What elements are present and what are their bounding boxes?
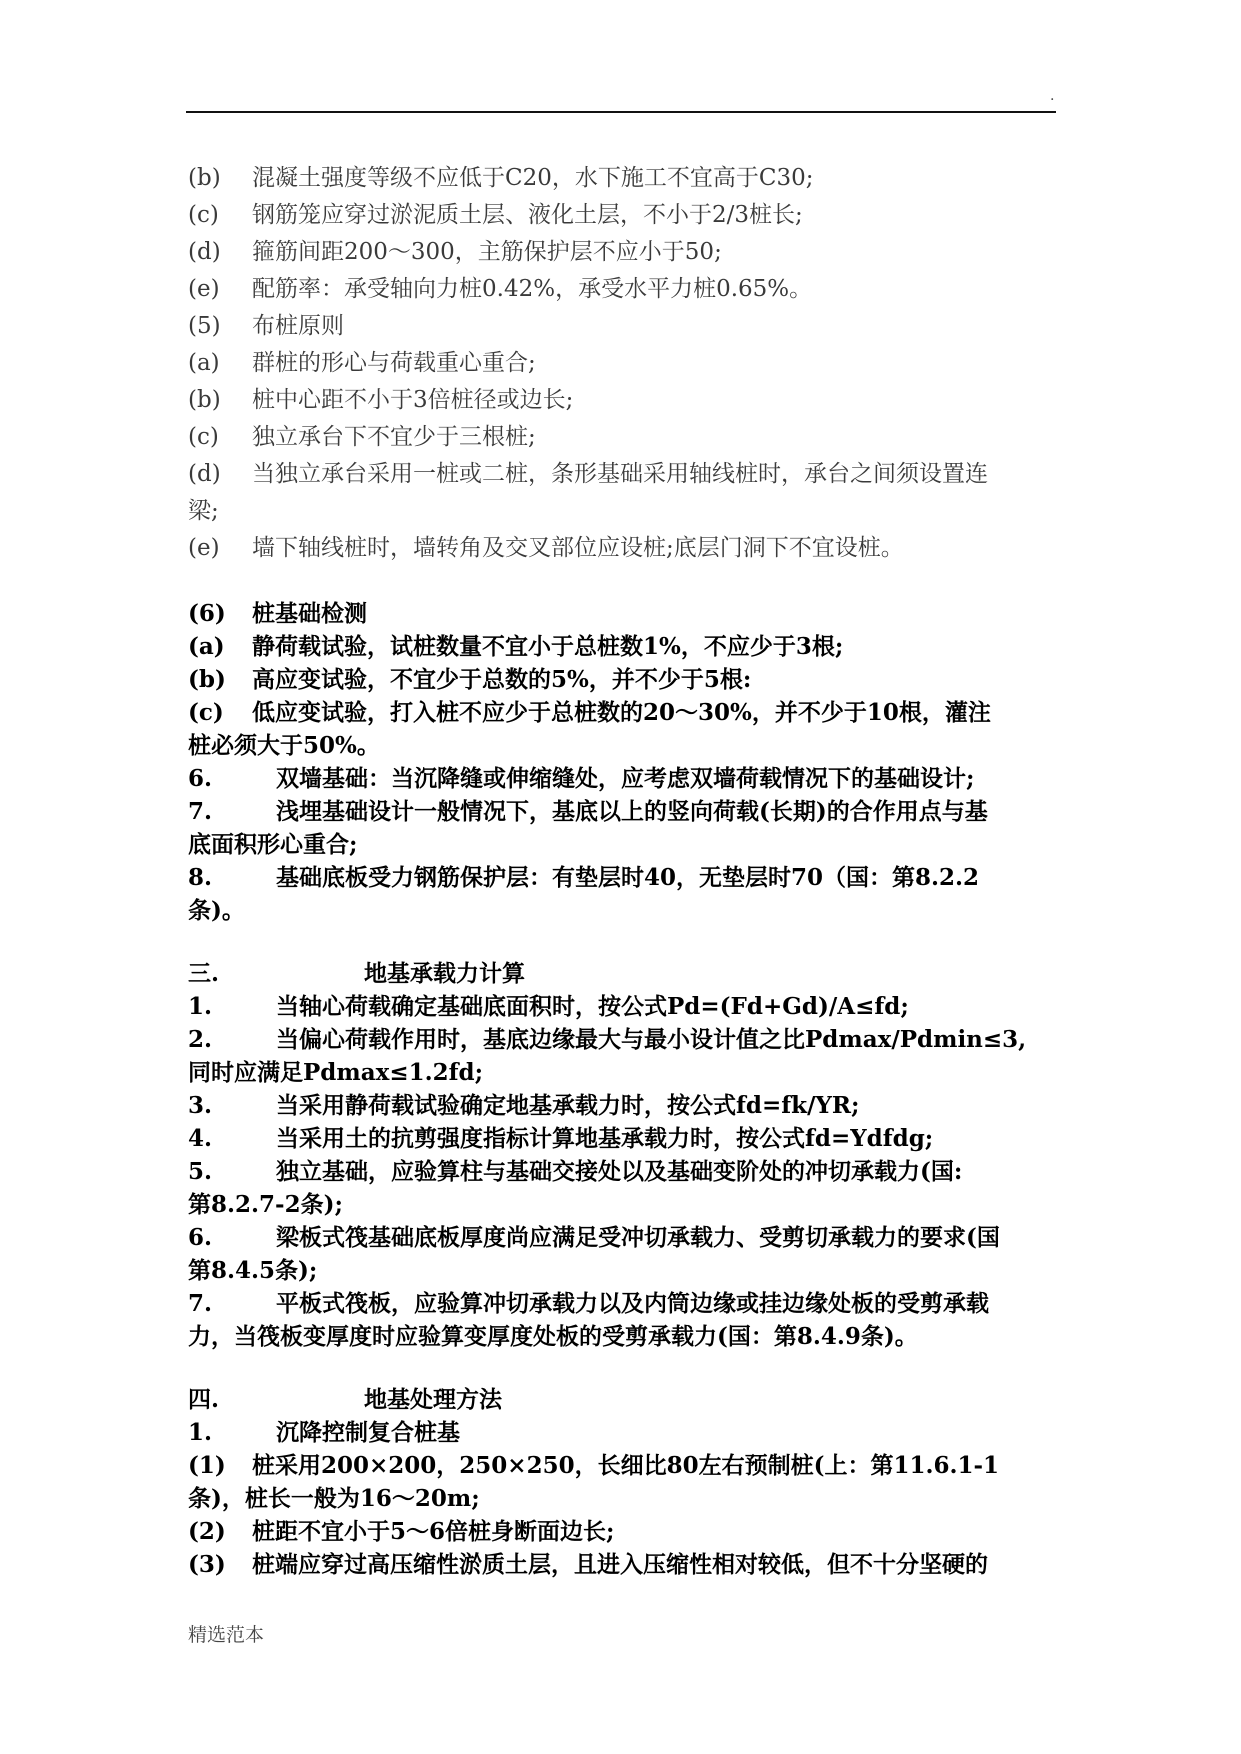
paragraph-line [188,493,1058,530]
item-text: 桩中心距不小于3倍桩径或边长; [252,387,574,413]
item-label: (2) [188,1518,226,1545]
item-text: 第8.4.5条); [188,1257,318,1284]
item-text: 当采用静荷载试验确定地基承载力时，按公式fd=fk/ΥR; [276,1092,860,1119]
item-label: 1. [188,993,213,1020]
item-label: (b) [188,165,221,191]
paragraph-line [188,990,1058,1023]
item-label: (d) [188,239,221,265]
header-rule [186,111,1056,113]
item-text: 静荷载试验，试桩数量不宜小于总桩数1%，不应少于3根; [252,633,844,660]
item-text: 桩距不宜小于5～6倍桩身断面边长; [252,1518,615,1545]
item-label: (d) [188,461,221,487]
item-text: 当偏心荷载作用时，基底边缘最大与最小设计值之比Pdmax/Pdmin≤3, [276,1026,1027,1053]
paragraph-line [188,861,1058,894]
item-text: 地基承载力计算 [364,960,525,987]
item-text: 桩端应穿过高压缩性淤质土层，且进入压缩性相对较低，但不十分坚硬的 [252,1551,988,1578]
item-label: 4. [188,1125,213,1152]
paragraph-line [188,382,1058,419]
item-text: 地基处理方法 [364,1386,502,1413]
item-label: 6. [188,1224,213,1251]
item-label: (5) [188,313,221,339]
paragraph-line [188,795,1058,828]
paragraph-line [188,1482,1058,1515]
paragraph-line [188,1320,1058,1353]
paragraph-line [188,530,1058,567]
item-text: 梁板式筏基础底板厚度尚应满足受冲切承载力、受剪切承载力的要求(国 [276,1224,1000,1251]
item-text: 底面积形心重合; [188,831,358,858]
item-label: 6. [188,765,213,792]
item-label: (e) [188,535,220,561]
item-text: 浅埋基础设计一般情况下，基底以上的竖向荷载(长期)的合作用点与基 [276,798,988,825]
section-spacer [188,567,1058,597]
paragraph-line [188,271,1058,308]
paragraph-line [188,1548,1058,1581]
item-text: 条)，桩长一般为16～20m; [188,1485,480,1512]
item-text: 群桩的形心与荷载重心重合; [252,350,536,376]
item-text: 桩必须大于50%。 [188,732,380,759]
paragraph-line [188,696,1058,729]
item-label: (a) [188,350,220,376]
item-label: 四. [188,1386,220,1413]
item-label: 8. [188,864,213,891]
item-label: (c) [188,699,224,726]
paragraph-line [188,234,1058,271]
item-text: 桩采用200×200，250×250，长细比80左右预制桩(上：第11.6.1-1 [252,1452,1000,1479]
item-text: 第8.2.7-2条); [188,1191,343,1218]
item-text: 配筋率：承受轴向力桩0.42%，承受水平力桩0.65%。 [252,276,813,302]
item-text: 条)。 [188,897,245,924]
item-text: 当独立承台采用一桩或二桩，条形基础采用轴线桩时，承台之间须设置连 [252,461,988,487]
paragraph-line [188,1449,1058,1482]
item-label: (a) [188,633,225,660]
paragraph-line [188,456,1058,493]
item-text: 平板式筏板，应验算冲切承载力以及内筒边缘或挂边缘处板的受剪承载 [276,1290,989,1317]
item-text: 梁; [188,498,219,524]
item-text: 当轴心荷载确定基础底面积时，按公式Pd=(Fd+Gd)/A≤fd; [276,993,909,1020]
item-label: (3) [188,1551,226,1578]
item-label: (c) [188,424,219,450]
paragraph-line [188,630,1058,663]
paragraph-line [188,1056,1058,1089]
item-label: 三. [188,960,220,987]
item-text: 同时应满足Pdmax≤1.2fd; [188,1059,484,1086]
item-text: 独立基础，应验算柱与基础交接处以及基础变阶处的冲切承载力(国: [276,1158,963,1185]
item-text: 当采用土的抗剪强度指标计算地基承载力时，按公式fd=Υdfdg; [276,1125,934,1152]
item-text: 低应变试验，打入桩不应少于总桩数的20～30%，并不少于10根，灌注 [252,699,991,726]
paragraph-line [188,957,1058,990]
item-text: 高应变试验，不宜少于总数的5%，并不少于5根: [252,666,752,693]
paragraph-line [188,729,1058,762]
paragraph-line [188,1515,1058,1548]
item-label: (e) [188,276,220,302]
item-label: 7. [188,798,213,825]
item-label: (c) [188,202,219,228]
paragraph-line [188,828,1058,861]
paragraph-line [188,663,1058,696]
paragraph-line [188,1089,1058,1122]
section-spacer [188,1353,1058,1383]
item-text: 布桩原则 [252,313,344,339]
document-body [188,160,1058,1581]
item-text: 桩基础检测 [252,600,367,627]
paragraph-line [188,1287,1058,1320]
paragraph-line [188,197,1058,234]
item-label: (b) [188,387,221,413]
item-label: 2. [188,1026,213,1053]
item-text: 基础底板受力钢筋保护层：有垫层时40，无垫层时70（国：第8.2.2 [276,864,980,891]
item-label: 3. [188,1092,213,1119]
paragraph-line [188,1254,1058,1287]
paragraph-line [188,1023,1058,1056]
paragraph-line [188,419,1058,456]
item-text: 箍筋间距200～300，主筋保护层不应小于50; [252,239,722,265]
item-text: 沉降控制复合桩基 [276,1419,460,1446]
paragraph-line [188,1188,1058,1221]
item-text: 混凝土强度等级不应低于C20，水下施工不宜高于C30; [252,165,814,191]
paragraph-line [188,308,1058,345]
item-text: 双墙基础：当沉降缝或伸缩缝处，应考虑双墙荷载情况下的基础设计; [276,765,975,792]
item-text: 钢筋笼应穿过淤泥质土层、液化土层，不小于2/3桩长; [252,202,803,228]
item-label: (6) [188,600,226,627]
item-label: 5. [188,1158,213,1185]
item-text: 力，当筏板变厚度时应验算变厚度处板的受剪承载力(国：第8.4.9条)。 [188,1323,918,1350]
paragraph-line [188,762,1058,795]
paragraph-line [188,894,1058,927]
header-mark: . [1050,88,1055,104]
item-label: 1. [188,1419,213,1446]
paragraph-line [188,1221,1058,1254]
paragraph-line [188,345,1058,382]
section-spacer [188,927,1058,957]
paragraph-line [188,1383,1058,1416]
item-label: (b) [188,666,226,693]
text-section [188,1383,1058,1581]
item-text: 墙下轴线桩时，墙转角及交叉部位应设桩;底层门洞下不宜设桩。 [252,535,904,561]
item-label: 7. [188,1290,213,1317]
paragraph-line [188,1122,1058,1155]
item-label: (1) [188,1452,226,1479]
paragraph-line [188,1416,1058,1449]
text-section [188,597,1058,927]
footer-text: 精选范本 [188,1624,265,1646]
paragraph-line [188,1155,1058,1188]
paragraph-line [188,597,1058,630]
paragraph-line [188,160,1058,197]
item-text: 独立承台下不宜少于三根桩; [252,424,536,450]
text-section [188,957,1058,1353]
text-section [188,160,1058,567]
